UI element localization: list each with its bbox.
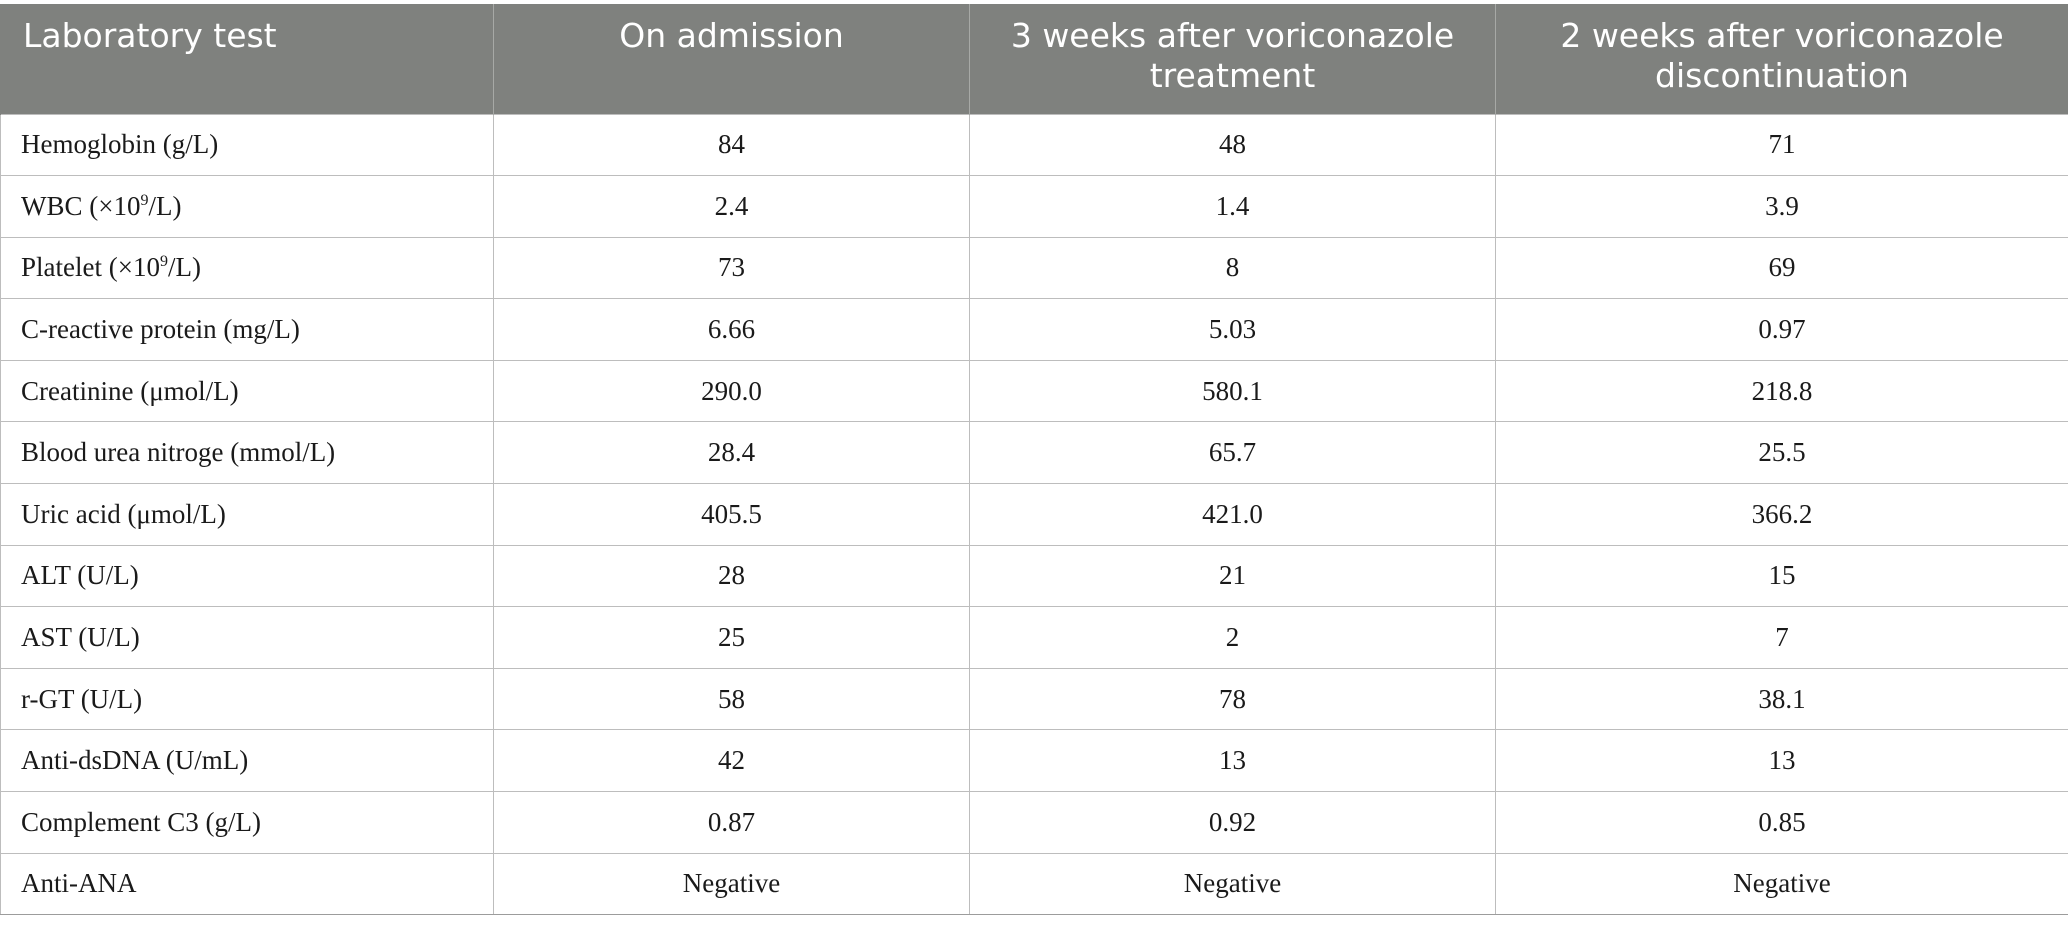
column-header-after-treatment: 3 weeks after voriconazole treatment <box>970 4 1496 114</box>
admission-value-cell: 58 <box>494 668 970 730</box>
admission-value-cell: 0.87 <box>494 792 970 854</box>
table-row <box>1 237 2068 299</box>
test-name-text: Platelet (×10 <box>21 252 160 283</box>
test-name-cell: Anti-dsDNA (U/mL) <box>1 730 494 792</box>
after-discontinuation-value-cell: 218.8 <box>1496 360 2068 422</box>
test-name-unit-text: /L) <box>167 252 201 283</box>
test-name-unit-text: /L) <box>148 190 182 221</box>
test-name-cell: Uric acid (μmol/L) <box>1 484 494 546</box>
after-discontinuation-value-cell: 0.97 <box>1496 299 2068 361</box>
table-row <box>1 176 2068 238</box>
admission-value-cell: 2.4 <box>494 176 970 238</box>
test-name-cell: Hemoglobin (g/L) <box>1 114 494 176</box>
exponent-superscript: 9 <box>140 191 149 209</box>
admission-value-cell: 73 <box>494 237 970 299</box>
table-row <box>1 607 2068 669</box>
after-discontinuation-value-cell: 15 <box>1496 545 2068 607</box>
after-treatment-value-cell: 5.03 <box>970 299 1496 361</box>
table-row <box>1 545 2068 607</box>
table-row <box>1 668 2068 730</box>
table-row <box>1 730 2068 792</box>
table-row <box>1 484 2068 546</box>
table-row <box>1 114 2068 176</box>
after-discontinuation-value-cell: 0.85 <box>1496 792 2068 854</box>
test-name-cell: r-GT (U/L) <box>1 668 494 730</box>
after-discontinuation-value-cell: 69 <box>1496 237 2068 299</box>
table-row <box>1 853 2068 915</box>
admission-value-cell: 42 <box>494 730 970 792</box>
admission-value-cell: 28.4 <box>494 422 970 484</box>
after-treatment-value-cell: 21 <box>970 545 1496 607</box>
admission-value-cell: Negative <box>494 853 970 915</box>
column-header-after-discontinuation: 2 weeks after voriconazole discontinuation <box>1496 4 2068 114</box>
lab-results-table <box>0 4 2068 915</box>
after-treatment-value-cell: 48 <box>970 114 1496 176</box>
after-treatment-value-cell: 65.7 <box>970 422 1496 484</box>
admission-value-cell: 25 <box>494 607 970 669</box>
after-treatment-value-cell: 421.0 <box>970 484 1496 546</box>
test-name-cell: ALT (U/L) <box>1 545 494 607</box>
after-treatment-value-cell: 0.92 <box>970 792 1496 854</box>
test-name-cell: AST (U/L) <box>1 607 494 669</box>
after-discontinuation-value-cell: 25.5 <box>1496 422 2068 484</box>
after-treatment-value-cell: 8 <box>970 237 1496 299</box>
table-row <box>1 422 2068 484</box>
table-row <box>1 299 2068 361</box>
admission-value-cell: 6.66 <box>494 299 970 361</box>
table-row <box>1 792 2068 854</box>
test-name-cell: Anti-ANA <box>1 853 494 915</box>
after-treatment-value-cell: 580.1 <box>970 360 1496 422</box>
test-name-cell: C-reactive protein (mg/L) <box>1 299 494 361</box>
test-name-text: WBC (×10 <box>21 190 141 221</box>
after-discontinuation-value-cell: 7 <box>1496 607 2068 669</box>
after-discontinuation-value-cell: 366.2 <box>1496 484 2068 546</box>
admission-value-cell: 290.0 <box>494 360 970 422</box>
after-treatment-value-cell: 13 <box>970 730 1496 792</box>
table-row <box>1 360 2068 422</box>
table-header <box>1 4 2068 114</box>
admission-value-cell: 28 <box>494 545 970 607</box>
after-discontinuation-value-cell: 38.1 <box>1496 668 2068 730</box>
test-name-cell: Complement C3 (g/L) <box>1 792 494 854</box>
test-name-cell: Creatinine (μmol/L) <box>1 360 494 422</box>
after-treatment-value-cell: Negative <box>970 853 1496 915</box>
after-treatment-value-cell: 78 <box>970 668 1496 730</box>
admission-value-cell: 405.5 <box>494 484 970 546</box>
after-discontinuation-value-cell: 3.9 <box>1496 176 2068 238</box>
after-discontinuation-value-cell: Negative <box>1496 853 2068 915</box>
table-body <box>1 114 2068 915</box>
column-header-laboratory-test: Laboratory test <box>1 4 494 114</box>
after-discontinuation-value-cell: 71 <box>1496 114 2068 176</box>
after-treatment-value-cell: 1.4 <box>970 176 1496 238</box>
test-name-cell: Blood urea nitroge (mmol/L) <box>1 422 494 484</box>
test-name-cell <box>1 237 494 299</box>
exponent-superscript: 9 <box>159 253 168 271</box>
lab-results-table-container <box>0 4 2068 915</box>
admission-value-cell: 84 <box>494 114 970 176</box>
header-row <box>1 4 2068 114</box>
column-header-on-admission: On admission <box>494 4 970 114</box>
after-treatment-value-cell: 2 <box>970 607 1496 669</box>
after-discontinuation-value-cell: 13 <box>1496 730 2068 792</box>
test-name-cell <box>1 176 494 238</box>
